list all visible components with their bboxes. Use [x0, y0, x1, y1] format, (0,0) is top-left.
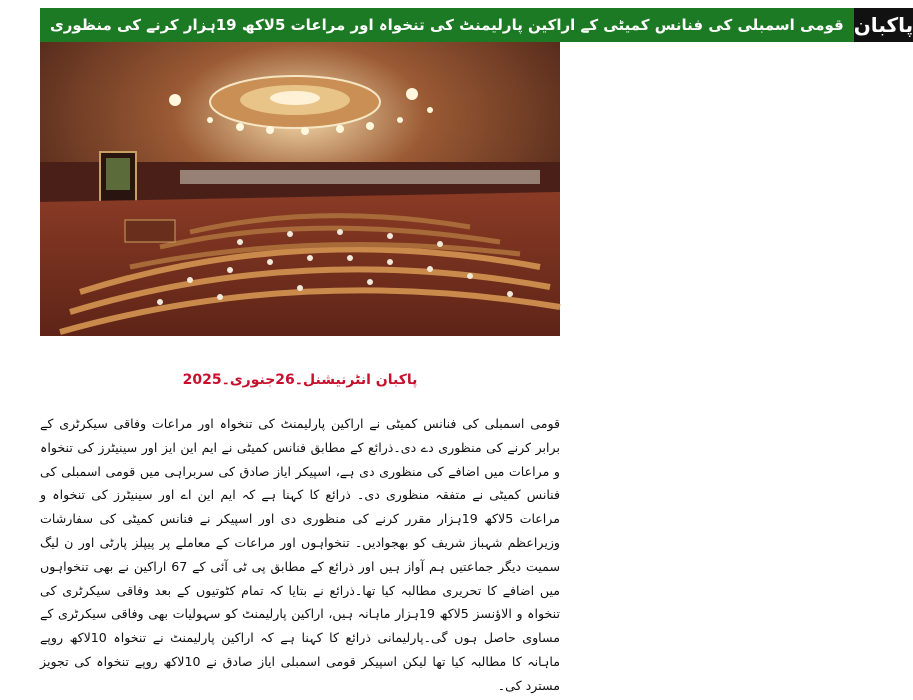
national-assembly-photo: [40, 42, 560, 336]
byline-dateline: پاکبان انٹرنیشنل۔26جنوری۔2025: [182, 372, 418, 388]
headline-text: قومی اسمبلی کی فنانس کمیٹی کے اراکین پارلیمنٹ کی تنخواہ اور مراعات 5لاکھ 19ہزار کرنے کی منظوری: [40, 8, 854, 42]
headline-banner: [40, 8, 913, 42]
brand-label: پاکبان: [854, 8, 913, 42]
article-body: قومی اسمبلی کی فنانس کمیٹی نے اراکین پارلیمنٹ کی تنخواہ اور مراعات وفاقی سیکرٹری کے برابر کرنے کی منظوری دے دی۔ذرائع کے مطابق فنانس کمیٹی نے ایم این ایز اور سینیٹرز کی تنخواہ و مراعات میں اضافے کی منظوری دی ہے، اسپیکر ایاز صادق کی سربراہی میں قومی اسمبلی کی فنانس کمیٹی نے متفقہ منظوری دی۔ ذرائع کا کہنا ہے کہ ایم این اے اور سینیٹرز کی تنخواہ و مراعات 5لاکھ 19ہزار مقرر کرنے کی منظوری دی اور اسپیکر نے فنانس کمیٹی کی سفارشات وزیراعظم شہباز شریف کو بھجوادیں۔ تنخواہوں اور مراعات کے معاملے پر پیپلز پارٹی اور ن لیگ سمیت دیگر جماعتیں ہم آواز ہیں اور ذرائع کے مطابق پی ٹی آئی کے 67 اراکین نے بھی تنخواہوں میں اضافے کا تحریری مطالبہ کیا تھا۔ذرائع نے بتایا کہ تمام کٹوتیوں کے بعد وفاقی سیکرٹری کی تنخواہ و الاؤنسز 5لاکھ 19ہزار ماہانہ ہیں، اراکین پارلیمنٹ کو سہولیات بھی وفاقی سیکرٹری کے مساوی حاصل ہوں گی۔پارلیمانی ذرائع کا کہنا ہے کہ اراکین پارلیمنٹ نے تنخواہ 10لاکھ روپے ماہانہ کا مطالبہ کیا تھا لیکن اسپیکر قومی اسمبلی ایاز صادق نے 10لاکھ روپے تنخواہ کی تجویز مسترد کی۔: [40, 416, 561, 693]
